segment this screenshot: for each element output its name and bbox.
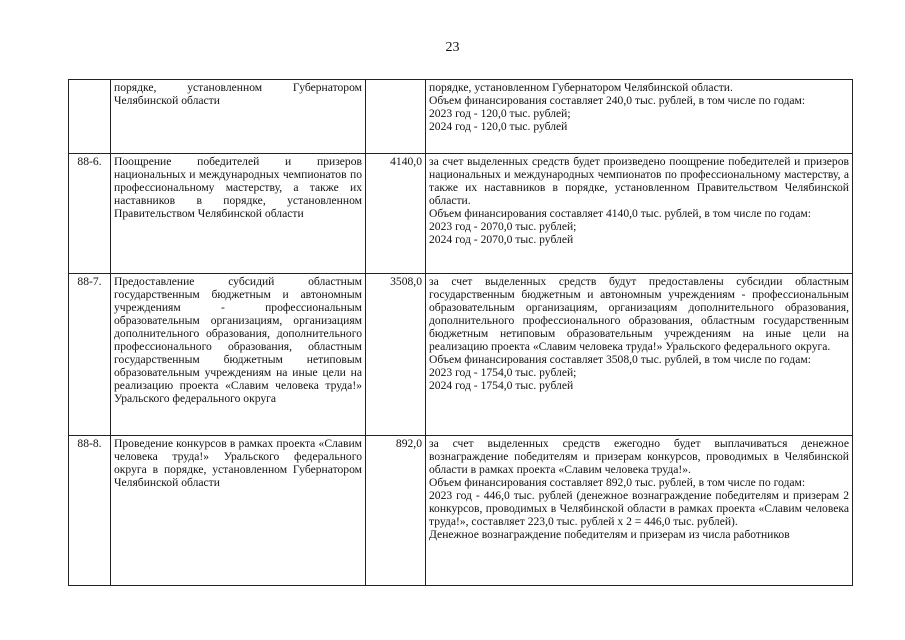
activity-description: Предоставление субсидий областным государственным бюджетным и автономным учреждениям - профессиональным образовательным организациям, организациям дополнительного образования, дополнительного профессионального образования, областным государственным бюджетным нетиповым образовательным учреждениям на иные цели на реализацию проекта «Славим человека труда!» Уральского федерального округа [111, 274, 366, 436]
expected-result [426, 436, 853, 586]
table-row [69, 274, 853, 436]
activity-description: Проведение конкурсов в рамках проекта «Славим человека труда!» Уральского федерального округа в порядке, установленном Губернатором Челябинской области [111, 436, 366, 586]
result-line: 2023 год - 2070,0 тыс. рублей; [429, 220, 577, 233]
result-line: 2023 год - 1754,0 тыс. рублей; [429, 366, 577, 379]
funding-amount: 892,0 [366, 436, 426, 586]
row-number: 88-7. [69, 274, 111, 436]
result-line: 2023 год - 446,0 тыс. рублей (денежное вознаграждение победителям и призерам 2 конкурсов, проводимых в Челябинской области в рамках проекта «Славим человека труда!», составляет 223,0 тыс. рублей x 2 = 446,0 тыс. рублей). [429, 489, 849, 528]
funding-amount: 3508,0 [366, 274, 426, 436]
row-number: 88-8. [69, 436, 111, 586]
page-number: 23 [445, 40, 460, 55]
expected-result [426, 274, 853, 436]
table-row [69, 154, 853, 274]
result-line: 2024 год - 1754,0 тыс. рублей [429, 379, 574, 392]
result-line: 2023 год - 120,0 тыс. рублей; [429, 107, 571, 120]
result-line: Объем финансирования составляет 892,0 тыс. рублей, в том числе по годам: [429, 476, 806, 489]
result-line: 2024 год - 120,0 тыс. рублей [429, 120, 568, 133]
table-row [69, 436, 853, 586]
activity-description: порядке, установленном Губернатором Челябинской области [111, 80, 366, 154]
result-line: 2024 год - 2070,0 тыс. рублей [429, 233, 574, 246]
table-row [69, 80, 853, 154]
activity-description: Поощрение победителей и призеров национальных и международных чемпионатов по профессиональному мастерству, а также их наставников в порядке, установленном Правительством Челябинской области [111, 154, 366, 274]
expected-result [426, 80, 853, 154]
result-line: за счет выделенных средств будут предоставлены субсидии областным государственным бюджетным и автономным учреждениям - профессиональным образовательным организациям, организациям дополнительного образования, дополнительного профессионального образования, областным государственным бюджетным нетиповым образовательным учреждениям на иные цели на реализацию проекта «Славим человека труда!» Уральского федерального округа. [429, 275, 849, 353]
row-number: 88-6. [69, 154, 111, 274]
funding-amount: 4140,0 [366, 154, 426, 274]
result-line: Объем финансирования составляет 4140,0 тыс. рублей, в том числе по годам: [429, 207, 811, 220]
funding-amount [366, 80, 426, 154]
result-line: за счет выделенных средств ежегодно будет выплачиваться денежное вознаграждение победителям и призерам конкурсов, проводимых в Челябинской области в рамках проекта «Славим человека труда!». [429, 437, 849, 476]
result-line: порядке, установленном Губернатором Челябинской области. [429, 81, 733, 94]
result-line: Денежное вознаграждение победителям и призерам из числа работников [429, 528, 790, 541]
row-number [69, 80, 111, 154]
result-line: Объем финансирования составляет 3508,0 тыс. рублей, в том числе по годам: [429, 353, 811, 366]
result-line: Объем финансирования составляет 240,0 тыс. рублей, в том числе по годам: [429, 94, 806, 107]
result-line: за счет выделенных средств будет произведено поощрение победителей и призеров национальных и международных чемпионатов по профессиональному мастерству, а также их наставников в порядке, установленном Правительством Челябинской области. [429, 155, 849, 207]
activities-table [68, 79, 853, 586]
expected-result [426, 154, 853, 274]
